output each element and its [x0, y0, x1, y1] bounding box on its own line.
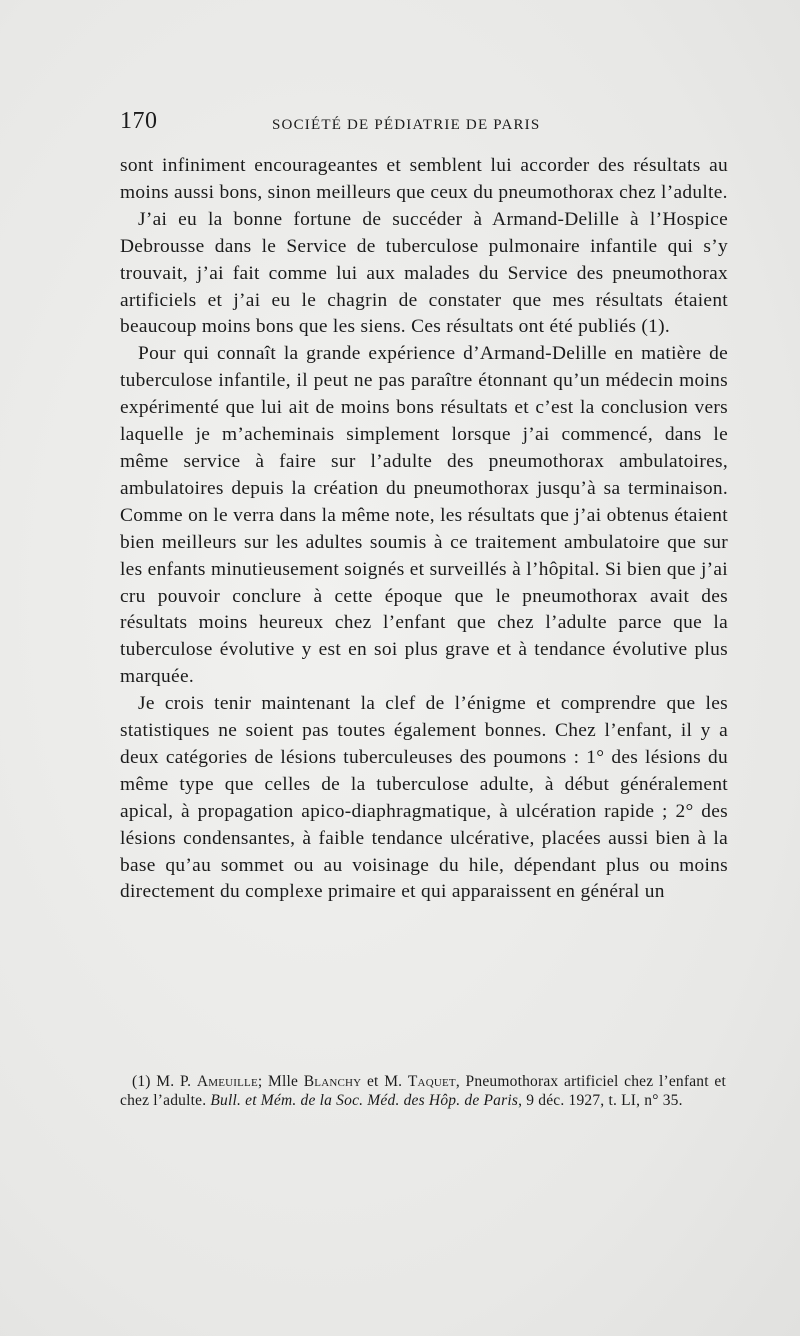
footnote-author-2: Blanchy: [303, 1073, 362, 1090]
page-header: [120, 108, 720, 148]
running-head: SOCIÉTÉ DE PÉDIATRIE DE PARIS: [272, 117, 541, 133]
footnote-title: , Pneumothorax artificiel chez l’enfant et chez l’adulte.: [120, 1073, 726, 1109]
footnote-mid-2: et M.: [361, 1073, 408, 1090]
page-number: 170: [120, 108, 158, 134]
paragraph-4: Je crois tenir maintenant la clef de l’énigme et comprendre que les statistiques ne soient pas toutes également bonnes. Chez l’enfant, il y a deux catégories de lésions tuberculeuses des poumons : 1° des lésions du même type que celles de la tuberculose adulte, à début généralement apical, à propagation apico-diaphragmatique, à ulcération rapide ; 2° des lésions condensantes, à faible tendance ulcérative, placées aussi bien à la base qu’au sommet ou au voisinage du hile, dépendant plus ou moins directement du complexe primaire et qui apparaissent en général un: [120, 693, 728, 903]
footnote-1: [120, 1072, 726, 1110]
body-text: [120, 153, 728, 906]
footnote-author-3: Taquet: [407, 1073, 456, 1090]
footnote-journal: Bull. et Mém. de la Soc. Méd. des Hôp. de Paris: [210, 1092, 519, 1109]
paragraph-3: Pour qui connaît la grande expérience d’Armand-Delille en matière de tuberculose infantile, il peut ne pas paraître étonnant qu’un médecin moins expérimenté que lui ait de moins bons résultats et c’est la conclusion vers laquelle je m’acheminais simplement lorsque j’ai commencé, dans le même service à faire sur l’adulte des pneumothorax ambulatoires, ambulatoires depuis la création du pneumothorax jusqu’à sa terminaison. Comme on le verra dans la même note, les résultats que j’ai obtenus étaient bien meilleurs sur les adultes soumis à ce traitement ambulatoire que sur les enfants minutieusement soignés et surveillés à l’hôpital. Si bien que j’ai cru pouvoir conclure à cette époque que le pneumothorax avait des résultats moins heureux chez l’enfant que chez l’adulte parce que la tuberculose évolutive y est en soi plus grave et à tendance évolutive plus marquée.: [120, 343, 728, 688]
footnote-author-1: Ameuille: [196, 1073, 258, 1090]
footnote-mid-1: ; Mlle: [257, 1073, 304, 1090]
footnotes: [120, 1072, 726, 1110]
paragraph-2: J’ai eu la bonne fortune de succéder à Armand-Delille à l’Hospice Debrousse dans le Service de tuberculose pulmonaire infantile qui s’y trouvait, j’ai fait comme lui aux malades du Service des pneumothorax artificiels et j’ai eu le chagrin de constater que mes résultats étaient beaucoup moins bons que les siens. Ces résultats ont été publiés (1).: [120, 208, 728, 338]
paragraph-1: sont infiniment encourageantes et semblent lui accorder des résultats au moins aussi bons, sinon meilleurs que ceux du pneumothorax chez l’adulte.: [120, 155, 728, 203]
footnote-prefix: (1) M. P.: [132, 1073, 197, 1090]
footnote-end: , 9 déc. 1927, t. LI, n° 35.: [518, 1092, 683, 1109]
